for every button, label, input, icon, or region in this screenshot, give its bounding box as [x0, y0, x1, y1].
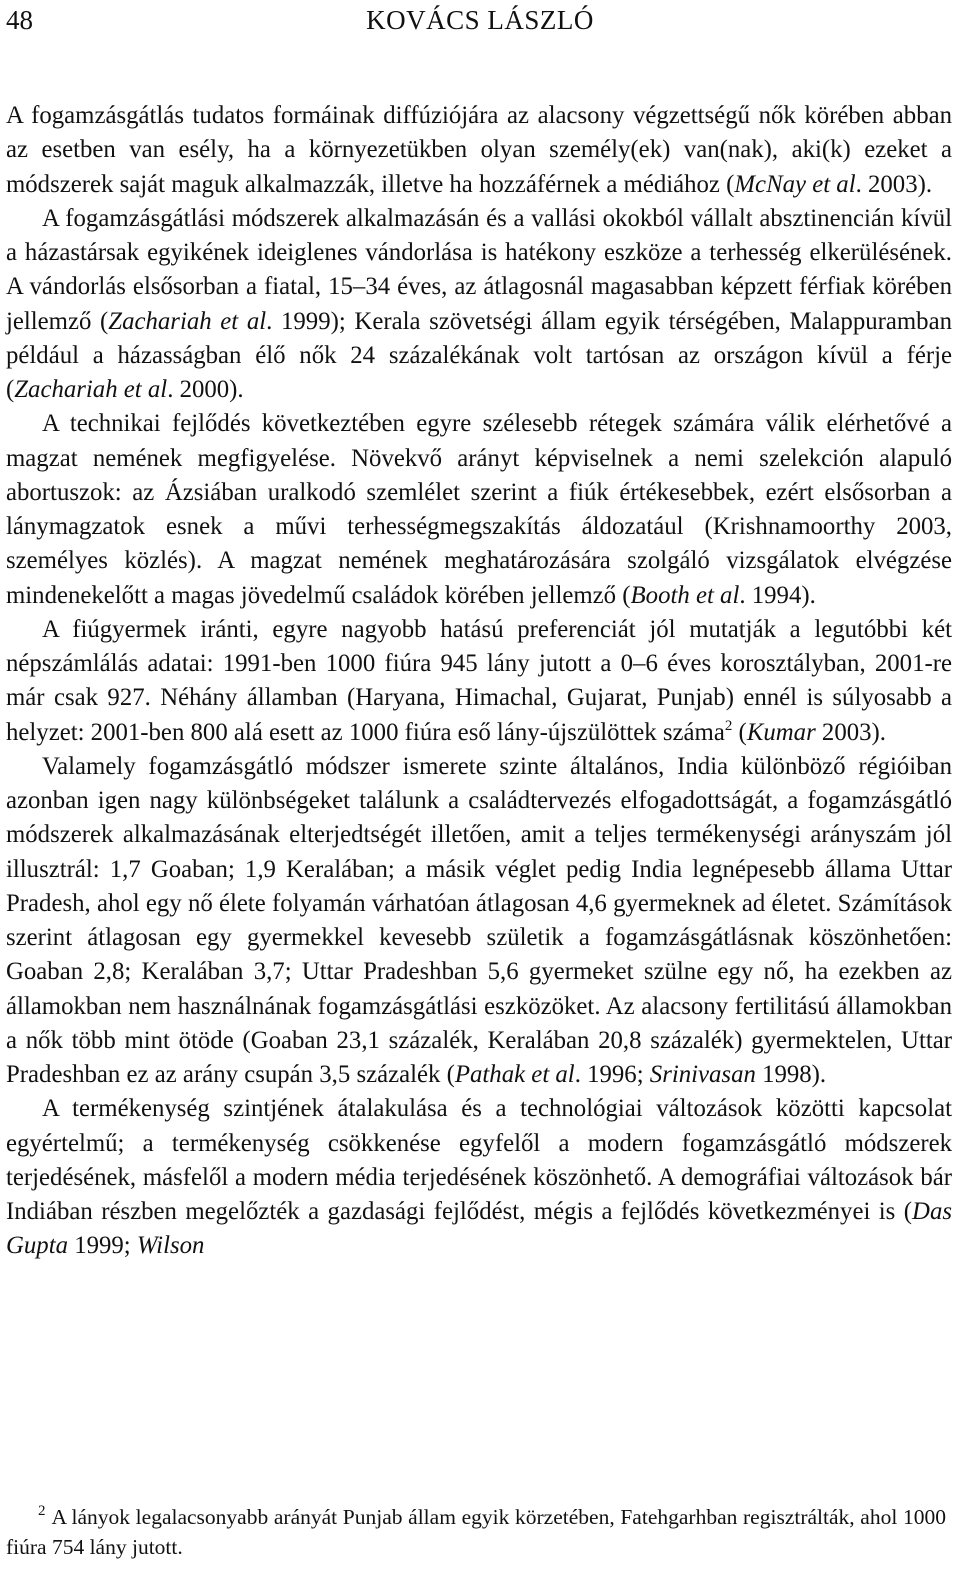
- text-run: . 1994).: [739, 581, 816, 609]
- citation-author: Srinivasan: [649, 1061, 756, 1088]
- citation-author: Zachariah et al: [14, 376, 168, 403]
- text-run: A fogamzásgátlási módszerek alkalmazásán és a vallási okokból vállalt absztinencián kívül a házastársak egyikének ideiglenes vándorlása is hatékony eszköze a terhesség elkerülésének. A vándorlás elsősorban a fiatal, 15–34 éves, az átlagosnál magasabban képzett férfiak körében jellemző (: [6, 204, 952, 335]
- citation-author: Das Gupta: [6, 1198, 952, 1260]
- footnote: [6, 1502, 946, 1562]
- paragraph: [6, 613, 952, 750]
- text-run: . 1996;: [574, 1061, 650, 1088]
- text-run: 2003).: [815, 718, 886, 746]
- citation-author: Wilson: [136, 1232, 205, 1260]
- footnote-ref: 2: [724, 717, 733, 734]
- paragraph: [6, 99, 952, 202]
- text-run: Valamely fogamzásgátló módszer ismerete szinte általános, India különböző régióiban azonban igen nagy különbségeket találunk a családtervezés elfogadottságát, a fogamzásgátló módszerek alkalmazásának elterjedtségét illetően, amit a teljes termékenységi arányszám jól illusztrál: 1,7 Goaban; 1,9 Keralában; a másik véglet pedig India legnépesebb állama Uttar Pradesh, ahol egy nő élete folyamán várhatóan átlagosan 4,6 gyermeknek ad életet. Számítások szerint átlagosan egy gyermekkel kevesebb születik a fogamzásgátlásnak köszönhetően: Goaban 2,8; Keralában 3,7; Uttar Pradeshban 5,6 gyermeket szülne egy nő, ha ezekben az államokban nem használnának fogamzásgátlási eszközöket. Az alacsony fertilitású államokban a nők több mint ötöde (Goaban 23,1 százalék, Keralában 20,8 százalék) gyermektelen, Uttar Pradeshban ez az arány csupán 3,5 százalék (: [6, 752, 952, 1088]
- text-run: . 2003).: [855, 170, 933, 198]
- page-header: [0, 0, 960, 40]
- citation-author: Zachariah et al: [108, 307, 267, 335]
- text-run: 1998).: [755, 1061, 827, 1088]
- page-number: 48: [6, 5, 33, 35]
- text-run: A fiúgyermek iránti, egyre nagyobb hatású preferenciát jól mutatják a legutóbbi két népszámlálás adatai: 1991-ben 1000 fiúra 945 lány jutott a 0–6 éves korosztályban, 2001-re már csak 927. Néhány államban (Haryana, Himachal, Gujarat, Punjab) ennél is súlyosabb a helyzet: 2001-ben 800 alá esett az 1000 fiúra eső lány-újszülöttek száma: [6, 615, 952, 746]
- text-run: A technikai fejlődés következtében egyre szélesebb rétegek számára válik elérhetővé a magzat nemének megfigyelése. Növekvő arányt képviselnek a nemi szelekción alapuló abortuszok: az Ázsiában uralkodó szemlélet szerint a fiúk értékesebbek, ezért elsősorban a lánymagzatok esnek a művi terhességmegszakítás áldozatául (Krishnamoorthy 2003, személyes közlés). A magzat nemének meghatározására szolgáló vizsgálatok elvégzése mindenekelőtt a magas jövedelmű családok körében jellemző (: [6, 410, 952, 609]
- citation-author: Kumar: [746, 718, 816, 746]
- text-run: . 2000).: [167, 376, 244, 403]
- paragraph: [6, 1092, 952, 1263]
- citation-author: Pathak et al: [454, 1061, 575, 1088]
- text-run: A fogamzásgátlás tudatos formáinak diffúziójára az alacsony végzettségű nők körében abban az esetben van esély, ha a környezetükben olyan személy(ek) van(nak), aki(k) ezeket a módszerek saját maguk alkalmazzák, illetve ha hozzáférnek a médiához (: [6, 102, 952, 198]
- footnote-text: A lányok legalacsonyabb arányát Punjab állam egyik körzetében, Fatehgarhban regisztrálták, ahol 1000 fiúra 754 lány jutott.: [6, 1505, 946, 1559]
- running-head: KOVÁCS LÁSZLÓ: [366, 5, 594, 35]
- paragraph: [6, 750, 952, 1093]
- paragraph: [6, 202, 952, 408]
- body-text: [6, 99, 952, 1264]
- text-run: A termékenység szintjének átalakulása és a technológiai változások közötti kapcsolat egyértelmű; a termékenység csökkenése egyfelől a modern fogamzásgátló módszerek terjedésének, másfelől a modern média terjedésének köszönhető. A demográfiai változások bár Indiában részben megelőzték a gazdasági fejlődést, mégis a fejlődés következményei is (: [6, 1095, 952, 1225]
- text-run: . 1999); Kerala szövetségi állam egyik térségében, Malappuramban például a házasságban élő nők 24 százalékának volt tartósan az országon kívül a férje (: [6, 307, 952, 403]
- paragraph: [6, 407, 952, 613]
- text-run: (: [732, 718, 747, 746]
- text-run: 1999;: [68, 1232, 137, 1260]
- citation-author: McNay et al: [734, 170, 856, 198]
- citation-author: Booth et al: [630, 581, 740, 609]
- footnote-mark: 2: [38, 1503, 46, 1519]
